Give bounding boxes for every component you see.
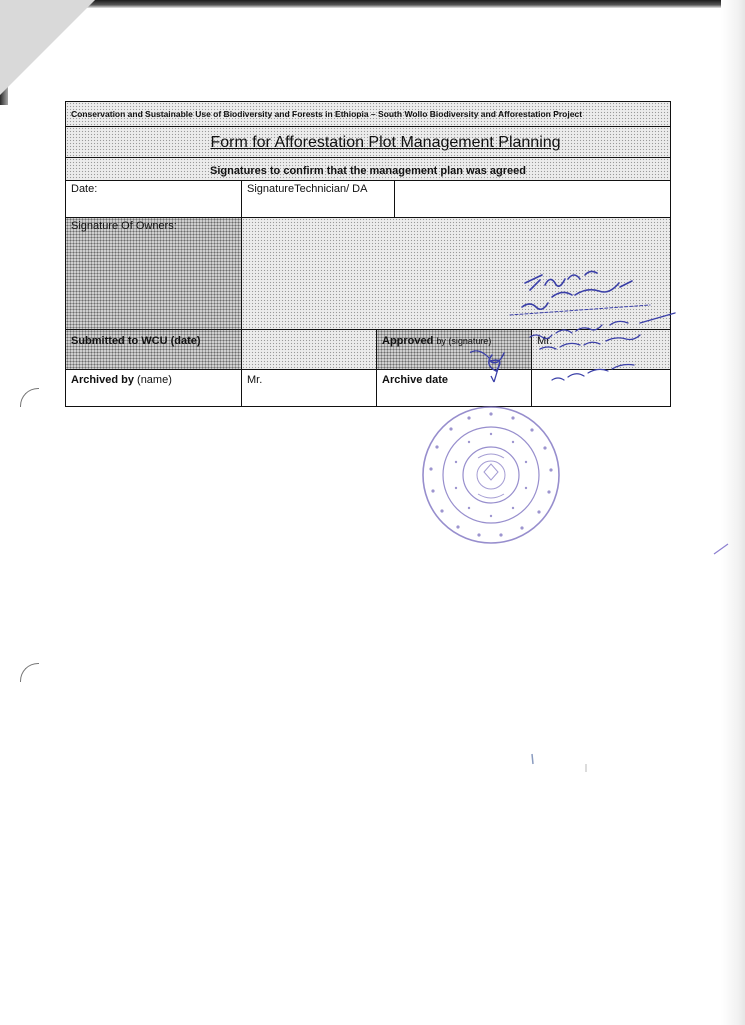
form-title-row — [66, 127, 670, 158]
speck-mark-icon — [524, 748, 594, 778]
scan-edge-top — [0, 0, 745, 8]
submitted-value[interactable] — [242, 330, 377, 369]
page-fold-corner — [0, 0, 95, 95]
date-row — [66, 181, 670, 218]
approved-mr: Mr. — [537, 335, 553, 347]
archived-by-value[interactable] — [242, 370, 377, 406]
form-header-row — [66, 102, 670, 127]
technician-label: SignatureTechnician/ DA — [247, 183, 368, 195]
archived-label: Archived by — [71, 374, 134, 386]
page-shadow — [721, 0, 745, 1025]
archived-mr: Mr. — [247, 374, 263, 386]
form-title: Form for Afforestation Plot Management Planning — [210, 134, 561, 151]
margin-mark-icon — [712, 540, 732, 558]
owners-signature-field[interactable] — [66, 218, 242, 329]
ink-mark-icon — [488, 360, 508, 384]
date-field[interactable] — [66, 181, 242, 217]
technician-signature-field[interactable] — [242, 181, 395, 217]
technician-signature-value[interactable] — [395, 181, 670, 217]
submitted-field[interactable] — [66, 330, 242, 369]
official-seal-icon — [418, 402, 564, 548]
approved-sublabel: by (signature) — [436, 336, 492, 346]
archive-date-label: Archive date — [382, 374, 449, 386]
form-subtitle: Signatures to confirm that the management plan was agreed — [209, 165, 526, 177]
archived-by-field[interactable] — [66, 370, 242, 406]
punch-hole-icon — [20, 663, 39, 682]
owners-label: Signature Of Owners: — [71, 220, 177, 232]
project-header: Conservation and Sustainable Use of Biodiversity and Forests in Ethiopia – South Wollo Biodiversity and Afforestation Project — [71, 109, 583, 119]
form-subtitle-row — [66, 158, 670, 181]
punch-hole-icon — [20, 388, 39, 407]
approved-label: Approved — [382, 335, 434, 347]
date-label: Date: — [71, 183, 98, 195]
archived-sublabel: (name) — [137, 374, 172, 386]
submitted-label: Submitted to WCU (date) — [71, 335, 201, 347]
